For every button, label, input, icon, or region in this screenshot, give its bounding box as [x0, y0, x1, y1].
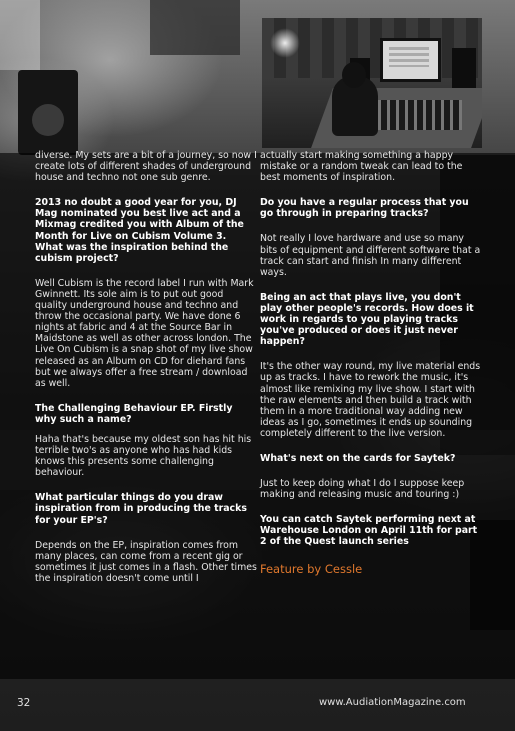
- closing-statement: You can catch Saytek performing next at Warehouse London on April 11th for part 2 of the Quest launch series: [260, 514, 478, 548]
- interview-answer: Well Cubism is the record label I run with Mark Gwinnett. Its sole aim is to put out good quality underground house and techno and throw the occasional party. We have done 6 nights at fabric and 4 at the Source Bar in Maidstone as well as other across london. The Live On Cubism is a snap shot of my live show released as an Album on CD for diehard fans but we always offer a free stream / download as well.: [35, 277, 254, 389]
- interview-question: What particular things do you draw inspiration from in producing the tracks for your EP's?: [35, 492, 247, 526]
- studio-wall-panel: [0, 0, 40, 70]
- interview-question: Do you have a regular process that you go through in preparing tracks?: [260, 197, 469, 220]
- interview-question: Being an act that plays live, you don't play other people's records. How does it work in regards to you playing tracks you've produced or does it just never happen?: [260, 291, 474, 348]
- photo-person-head: [342, 62, 366, 88]
- interview-answer: It's the other way round, my live material ends up as tracks. I have to rework the music, it's almost like remixing my live show. I start with the raw elements and then build a track with them in a more traditional way adding new ideas as I go, sometimes it ends up sounding completely different to the live version.: [260, 361, 481, 439]
- studio-window: [150, 0, 240, 55]
- interview-answer: Not really I love hardware and use so many bits of equipment and different software that a track can start and finish In many different ways.: [260, 233, 481, 278]
- feature-credit: Feature by Cessle: [260, 561, 363, 576]
- studio-speaker-left: [18, 70, 78, 155]
- article-column-left: [35, 150, 257, 598]
- website-url: www.AudiationMagazine.com: [319, 697, 466, 708]
- photo-monitor: [380, 38, 441, 82]
- inset-studio-photo: [262, 18, 482, 148]
- interview-answer: Haha that's because my oldest son has hit his terrible two's as anyone who has had kids knows this presents some challenging behaviour.: [35, 433, 252, 479]
- interview-question: What's next on the cards for Saytek?: [260, 452, 456, 464]
- article-paragraph: actually start making something a happy mistake or a random tweak can lead to the best moments of inspiration.: [260, 150, 463, 184]
- interview-answer: Just to keep doing what I do I suppose keep making and releasing music and touring :): [260, 478, 465, 501]
- interview-answer: Depends on the EP, inspiration comes from many places, can come from a recent gig or sometimes it just comes in a flash. Other times the inspiration doesn't come until I: [35, 539, 257, 584]
- page-number: 32: [17, 697, 31, 709]
- photo-lamp: [270, 28, 300, 58]
- interview-question: 2013 no doubt a good year for you, DJ Mag nominated you best live act and a Mixmag credited you with Album of the Month for Live on Cubism Volume 3. What was the inspiration behind the cubism project?: [35, 197, 244, 264]
- photo-controller: [372, 100, 462, 130]
- interview-question: The Challenging Behaviour EP. Firstly why such a name?: [35, 402, 233, 425]
- photo-speaker-right: [452, 48, 476, 92]
- article-column-right: [260, 150, 483, 575]
- article-paragraph: diverse. My sets are a bit of a journey, so now I create lots of different shades of underground house and techno not one sub genre.: [35, 150, 257, 184]
